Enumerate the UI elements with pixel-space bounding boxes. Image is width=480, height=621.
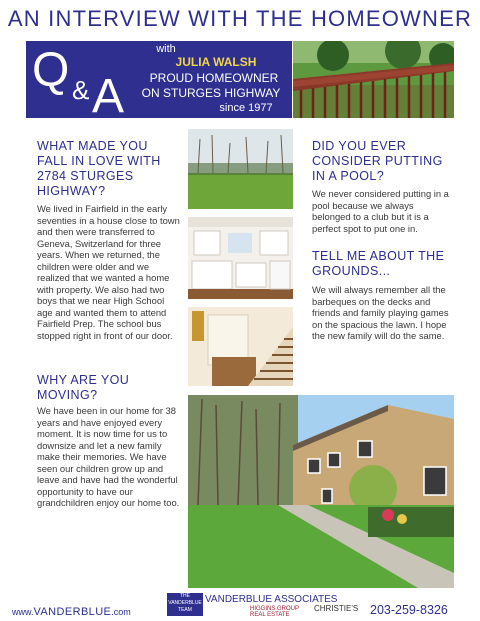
section-heading: TELL ME ABOUT THE GROUNDS... — [312, 249, 445, 278]
url-suffix: .com — [111, 607, 131, 617]
vanderblue-team-logo: THE VANDERBLUE TEAM — [167, 593, 203, 616]
homeowner-location: ON STURGES HIGHWAY — [141, 86, 281, 100]
christies-logo: CHRISTIE'S — [314, 604, 359, 613]
vanderblue-associates-logo: VANDERBLUE ASSOCIATES — [205, 594, 338, 605]
higgins-name: HIGGINS GROUP — [250, 606, 300, 612]
homeowner-since: since 1977 — [219, 102, 273, 114]
phone-number[interactable]: 203-259-8326 — [370, 603, 448, 617]
deck-photo — [293, 41, 454, 118]
stairs-photo — [188, 307, 293, 386]
higgins-group-logo — [250, 606, 299, 618]
section-body: We never considered putting in a pool because we always belonged to a club but it is a perfect spot to put one in. — [312, 188, 449, 234]
a-letter: A — [92, 70, 125, 123]
url-brand: VANDERBLUE — [33, 606, 112, 618]
q-letter: Q — [32, 44, 70, 97]
homeowner-title: PROUD HOMEOWNER — [149, 71, 279, 85]
url-prefix: www. — [12, 607, 34, 617]
section-body: We lived in Fairfield in the early seventies in a house close to town and then were transferred to Geneva, Switzerland for three years. When we returned, the children were older and we realized that we wanted a home with property. We also had two boys that we near High School age and wanted them to attend Fairfield Prep. The school bus stopped right in front of our door. — [37, 203, 180, 341]
homeowner-name: JULIA WALSH — [175, 55, 257, 69]
section-heading: WHAT MADE YOU FALL IN LOVE WITH 2784 STURGES HIGHWAY? — [37, 139, 161, 198]
kitchen-photo — [188, 217, 293, 299]
with-label: with — [156, 43, 176, 55]
higgins-sub: REAL ESTATE — [250, 612, 290, 618]
page-title: AN INTERVIEW WITH THE HOMEOWNER — [7, 6, 473, 31]
section-body: We will always remember all the barbeques on the decks and friends and family playing games on the spacious the lawn. I hope the new family will do the same. — [312, 284, 449, 341]
section-heading: WHY ARE YOU MOVING? — [37, 373, 130, 402]
ampersand: & — [72, 75, 90, 105]
qa-banner — [26, 41, 292, 123]
lawn-photo — [188, 129, 293, 209]
section-body: We have been in our home for 38 years and have enjoyed every moment. It is now time for us to downsize and let a new family make their memories. We have seen our children grow up and leave and have had the wonderful opportunity to have our grandchildren enjoy our home too. — [37, 405, 180, 508]
website-link[interactable] — [12, 606, 131, 618]
section-heading: DID YOU EVER CONSIDER PUTTING IN A POOL? — [312, 139, 443, 183]
house-photo — [188, 395, 454, 588]
